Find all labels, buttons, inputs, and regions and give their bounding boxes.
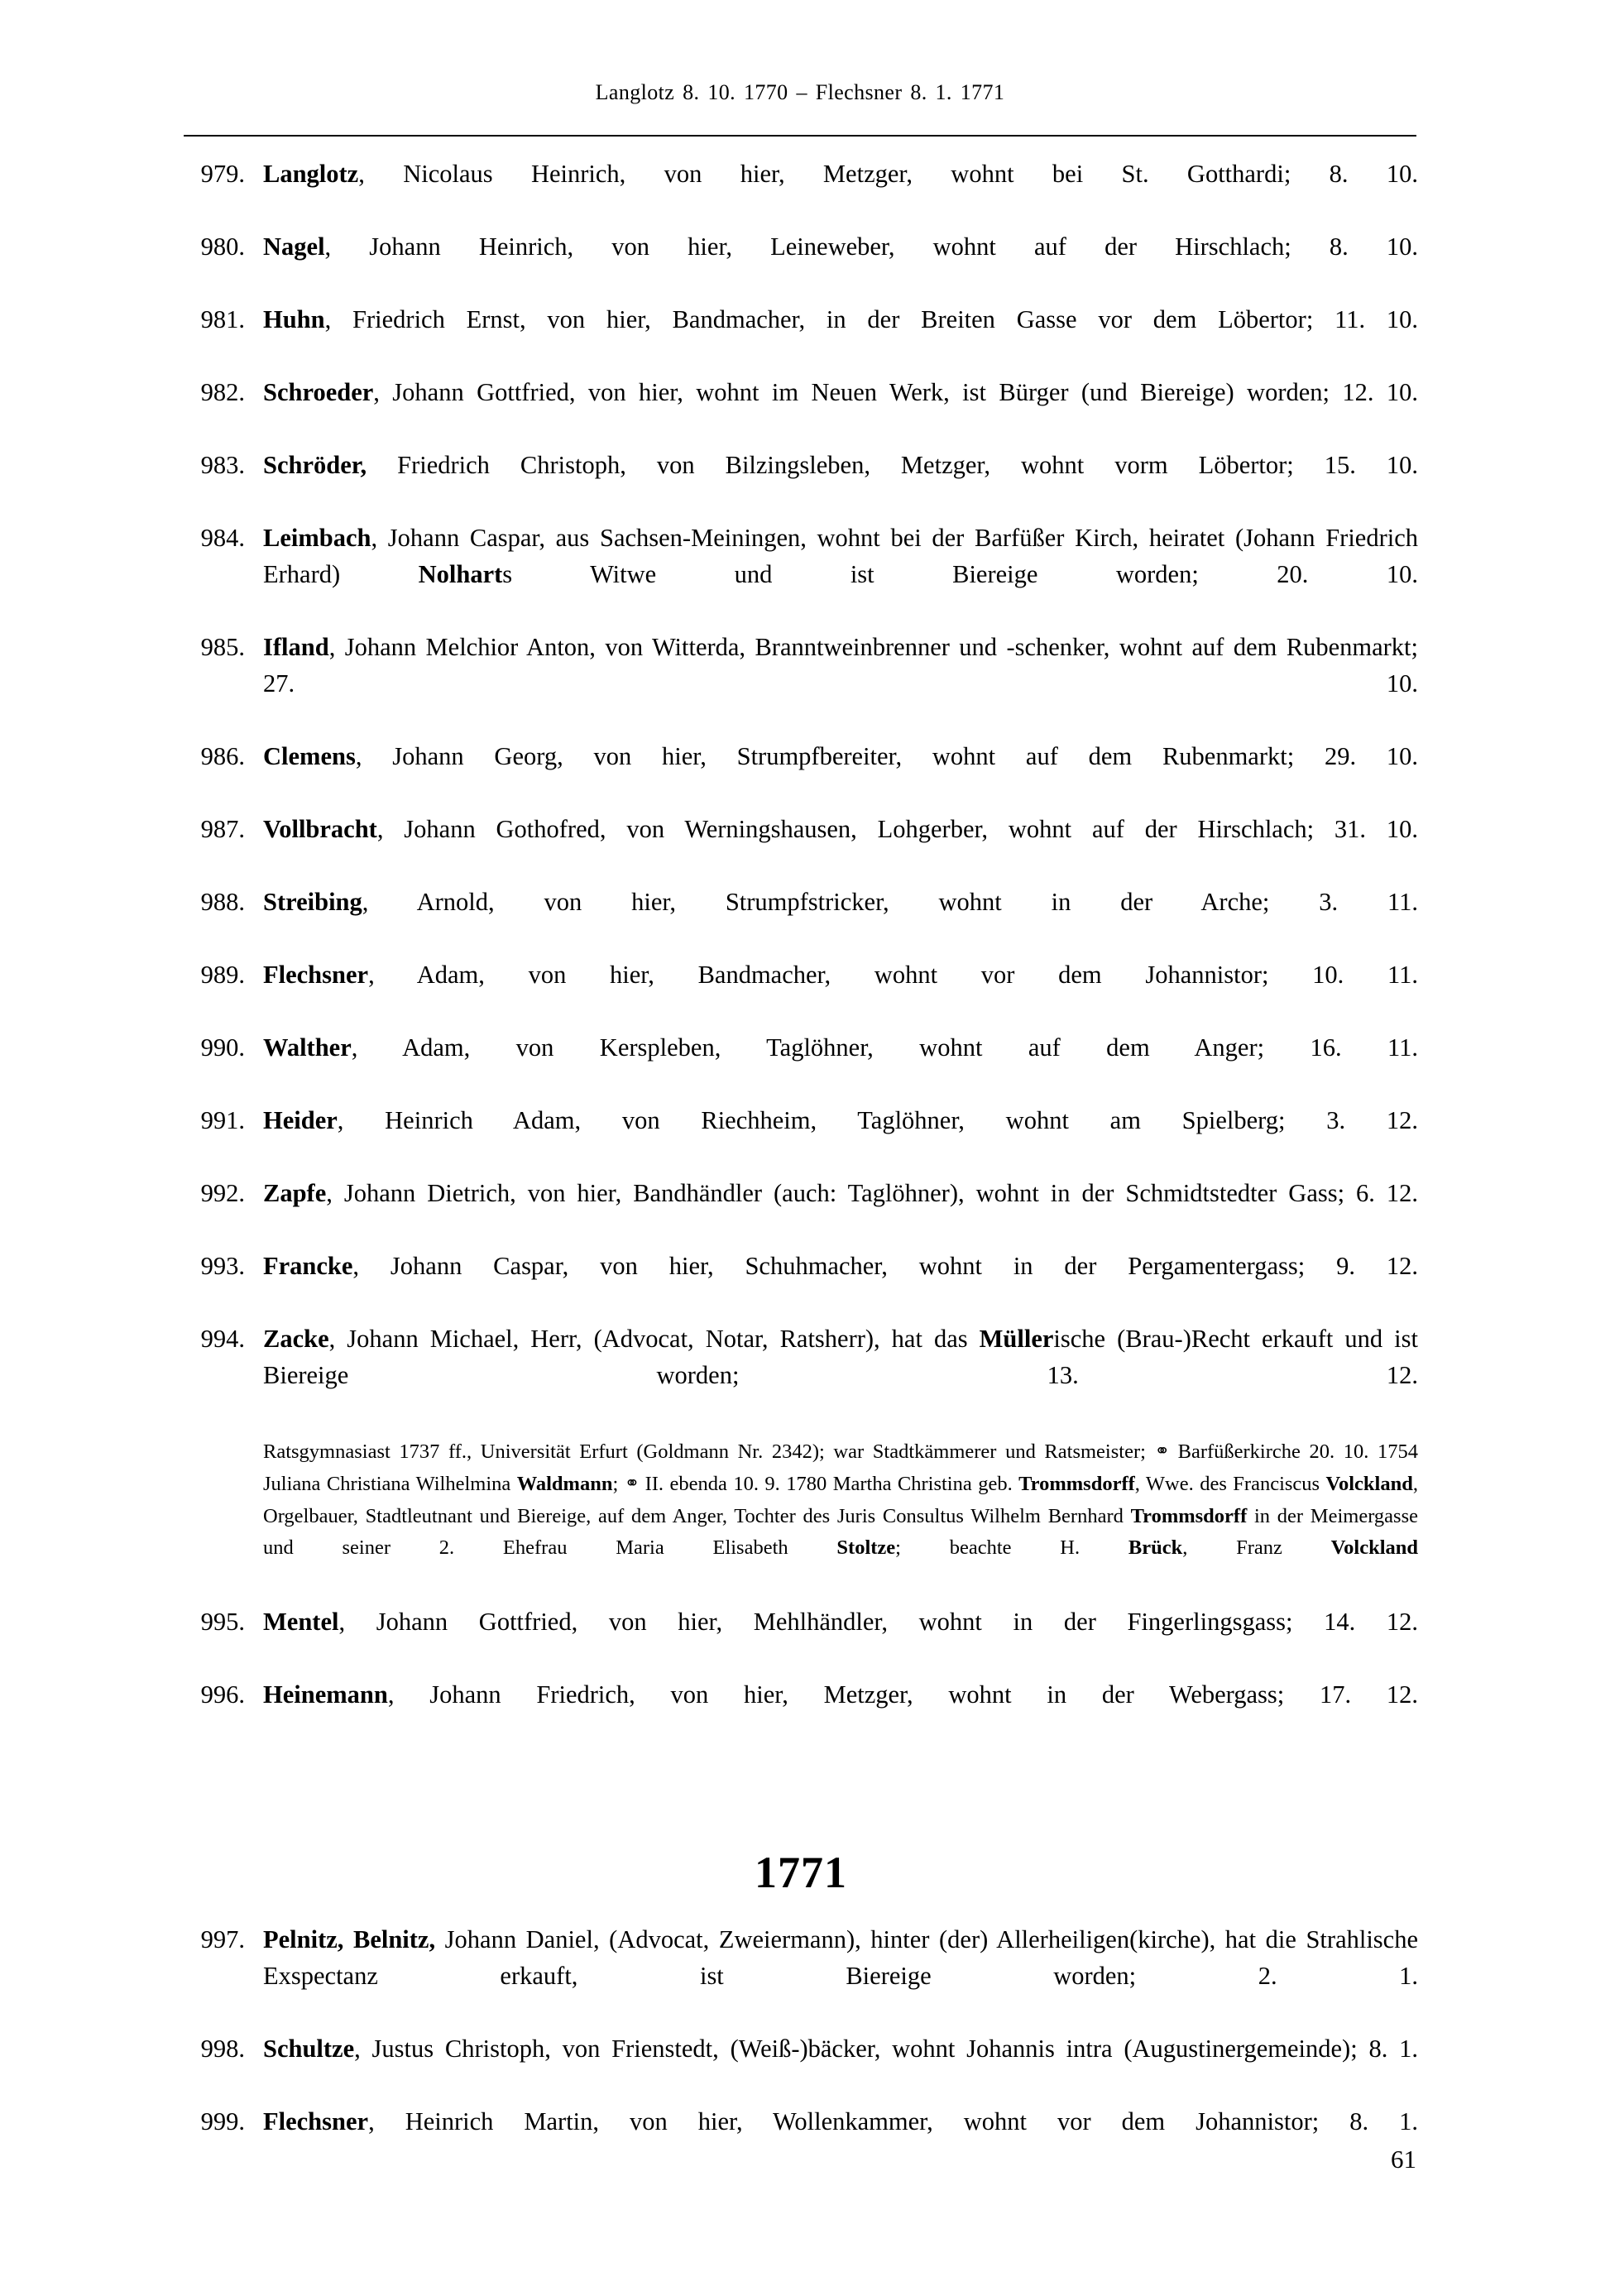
entry-surname: Zacke — [263, 1325, 329, 1353]
entry-surname: Langlotz — [263, 160, 359, 188]
entry-number: 997. — [200, 1925, 245, 1953]
entry-text: , Johann Gottfried, von hier, Mehlhändler, wohnt in der Fingerlingsgass; 14. 12. — [338, 1608, 1418, 1636]
entry-text: , Johann Caspar, von hier, Schuhmacher, wohnt in der Pergamentergass; 9. 12. — [352, 1252, 1418, 1280]
entry-text: , Adam, von Kerspleben, Taglöhner, wohnt auf dem Anger; 16. 11. — [351, 1033, 1418, 1062]
entry-surname: Clemens — [263, 742, 356, 770]
entry-number: 996. — [200, 1680, 245, 1709]
entry-surname: Walther — [263, 1033, 352, 1062]
entry-number: 995. — [200, 1608, 245, 1636]
entry-996 — [184, 1676, 1418, 1749]
entry-993 — [184, 1248, 1418, 1321]
entry-number: 980. — [200, 232, 245, 261]
entry-number: 989. — [200, 961, 245, 989]
entry-986 — [184, 738, 1418, 811]
entry-surname: Schröder, — [263, 451, 367, 479]
entry-998 — [184, 2030, 1418, 2103]
note-part-5: , Wwe. des Franciscus — [1134, 1473, 1326, 1495]
entry-text: , Heinrich Martin, von hier, Wollenkammer, wohnt vor dem Johannistor; 8. 1. — [368, 2107, 1418, 2135]
entry-982 — [184, 374, 1418, 447]
entry-number: 991. — [200, 1106, 245, 1134]
entry-text: , Johann Michael, Herr, (Advocat, Notar, Ratsherr), hat das — [328, 1325, 980, 1353]
entry-text: , Heinrich Adam, von Riechheim, Taglöhner, wohnt am Spielberg; 3. 12. — [337, 1106, 1418, 1134]
entry-surname: Huhn — [263, 305, 325, 333]
entry-991 — [184, 1102, 1418, 1175]
entry-inline-name: Nolhart — [418, 560, 503, 588]
note-part-1: Ratsgymnasiast 1737 ff., Universität Erfurt (Goldmann Nr. 2342); war Stadtkämmerer und Ratsmeister; — [263, 1440, 1155, 1463]
entry-999 — [184, 2103, 1418, 2176]
entry-980 — [184, 228, 1418, 301]
entry-surname: Francke — [263, 1252, 353, 1280]
entry-989 — [184, 956, 1418, 1029]
entry-number: 984. — [200, 524, 245, 552]
entry-surname: Streibing — [263, 888, 362, 916]
entry-text: , Johann Caspar, aus Sachsen-Meiningen, wohnt bei der Barfüßer Kirch, heiratet (Johann Friedrich Erhard) — [263, 524, 1418, 588]
entry-text: Johann Daniel, (Advocat, Zweiermann), hinter (der) Allerheiligen(kirche), hat die Strahlische Exspectanz erkauft, ist Biereige worden; 2. 1. — [263, 1925, 1418, 1990]
entry-surname: Flechsner — [263, 961, 369, 989]
entry-list-1771 — [184, 1921, 1418, 2176]
note-name-trommsdorff: Trommsdorff — [1018, 1473, 1135, 1495]
note-name-waldmann: Waldmann — [516, 1473, 613, 1495]
entry-text: , Friedrich Ernst, von hier, Bandmacher, in der Breiten Gasse vor dem Löbertor; 11. 10. — [324, 305, 1418, 333]
entry-number: 979. — [200, 160, 245, 188]
note-part-8: ; beachte H. — [895, 1536, 1128, 1559]
entry-text: , Adam, von hier, Bandmacher, wohnt vor dem Johannistor; 10. 11. — [368, 961, 1418, 989]
entry-number: 982. — [200, 378, 245, 406]
entry-990 — [184, 1029, 1418, 1102]
entry-981 — [184, 301, 1418, 374]
note-name-trommsdorff-2: Trommsdorff — [1130, 1505, 1248, 1527]
note-part-4: II. ebenda 10. 9. 1780 Martha Christina geb. — [639, 1473, 1019, 1495]
entry-number: 988. — [200, 888, 245, 916]
entry-number: 987. — [200, 815, 245, 843]
note-name-stoltze: Stoltze — [836, 1536, 896, 1559]
entry-988 — [184, 884, 1418, 956]
entry-979 — [184, 156, 1418, 228]
entry-984 — [184, 520, 1418, 629]
entry-surname: Heider — [263, 1106, 338, 1134]
entry-surname: Flechsner — [263, 2107, 369, 2135]
note-part-6: , Orgelbauer, Stadtleutnant und Biereige, auf dem Anger, Tochter des Juris Consultus Wilhelm Bernhard — [263, 1473, 1418, 1527]
entry-number: 990. — [200, 1033, 245, 1062]
entry-text: , Johann Gothofred, von Werningshausen, Lohgerber, wohnt auf der Hirschlach; 31. 10. — [376, 815, 1418, 843]
entry-983 — [184, 447, 1418, 520]
entry-text: , Johann Georg, von hier, Strumpfbereiter, wohnt auf dem Rubenmarkt; 29. 10. — [355, 742, 1418, 770]
entry-number: 994. — [200, 1325, 245, 1353]
entry-number: 986. — [200, 742, 245, 770]
entry-list-1770-tail — [184, 1603, 1418, 1749]
entry-surname: Mentel — [263, 1608, 339, 1636]
marriage-icon: ⚭ — [1154, 1441, 1169, 1462]
entry-number: 998. — [200, 2035, 245, 2063]
entry-surname: Leimbach — [263, 524, 371, 552]
entry-text: , Johann Dietrich, von hier, Bandhändler (auch: Taglöhner), wohnt in der Schmidtstedter Gass; 6. 12. — [326, 1179, 1418, 1207]
year-heading-1771: 1771 — [755, 1848, 847, 1897]
entry-surname: Pelnitz, Belnitz, — [263, 1925, 436, 1953]
entry-number: 999. — [200, 2107, 245, 2135]
entry-text-continued: ische (Brau-)Recht erkauft und ist Biereige worden; 13. 12. — [263, 1325, 1418, 1389]
entry-987 — [184, 811, 1418, 884]
entry-surname: Schultze — [263, 2035, 355, 2063]
note-name-volckland-2: Volckland — [1330, 1536, 1418, 1559]
entry-surname: Ifland — [263, 633, 329, 661]
entry-985 — [184, 629, 1418, 738]
entry-number: 985. — [200, 633, 245, 661]
entry-995 — [184, 1603, 1418, 1676]
entry-992 — [184, 1175, 1418, 1248]
entry-inline-name: Müller — [979, 1325, 1054, 1353]
entry-997 — [184, 1921, 1418, 2030]
entry-text: , Arnold, von hier, Strumpfstricker, wohnt in der Arche; 3. 11. — [362, 888, 1418, 916]
entry-text: , Justus Christoph, von Frienstedt, (Weiß-)bäcker, wohnt Johannis intra (Augustinergemeinde); 8. 1. — [354, 2035, 1418, 2063]
entry-surname: Heinemann — [263, 1680, 388, 1709]
entry-text: , Johann Friedrich, von hier, Metzger, wohnt in der Webergass; 17. 12. — [387, 1680, 1418, 1709]
note-part-7: in der Meimergasse und seiner 2. Ehefrau Maria Elisabeth — [263, 1505, 1418, 1559]
entry-number: 993. — [200, 1252, 245, 1280]
entry-surname: Vollbracht — [263, 815, 377, 843]
entry-994-note — [184, 1436, 1418, 1595]
entries-body — [184, 156, 1418, 2176]
note-part-3: ; — [612, 1473, 625, 1495]
note-name-brueck: Brück — [1128, 1536, 1183, 1559]
entry-text-continued: s Witwe und ist Biereige worden; 20. 10. — [502, 560, 1419, 588]
entry-text: , Johann Gottfried, von hier, wohnt im Neuen Werk, ist Bürger (und Biereige) worden; 12. 10. — [373, 378, 1418, 406]
entry-994 — [184, 1321, 1418, 1430]
entry-text: , Johann Heinrich, von hier, Leineweber, wohnt auf der Hirschlach; 8. 10. — [324, 232, 1418, 261]
header-rule — [184, 135, 1416, 137]
entry-text: , Nicolaus Heinrich, von hier, Metzger, wohnt bei St. Gotthardi; 8. 10. — [358, 160, 1418, 188]
marriage-icon-2: ⚭ — [624, 1474, 640, 1494]
page-number: 61 — [1391, 2145, 1416, 2174]
entry-surname: Zapfe — [263, 1179, 327, 1207]
entry-number: 992. — [200, 1179, 245, 1207]
note-name-volckland: Volckland — [1325, 1473, 1413, 1495]
note-part-9: , Franz — [1182, 1536, 1331, 1559]
entry-text: , Johann Melchior Anton, von Witterda, Branntweinbrenner und -schenker, wohnt auf dem Rubenmarkt; 27. 10. — [263, 633, 1418, 697]
entry-surname: Nagel — [263, 232, 325, 261]
entry-number: 983. — [200, 451, 245, 479]
entry-number: 981. — [200, 305, 245, 333]
note-part-2: Barfüßerkirche 20. 10. 1754 Juliana Christiana Wilhelmina — [263, 1440, 1418, 1495]
running-head: Langlotz 8. 10. 1770 – Flechsner 8. 1. 1771 — [595, 80, 1005, 104]
entry-text: Friedrich Christoph, von Bilzingsleben, Metzger, wohnt vorm Löbertor; 15. 10. — [367, 451, 1418, 479]
entry-list-1770 — [184, 156, 1418, 1321]
entry-surname: Schroeder — [263, 378, 374, 406]
